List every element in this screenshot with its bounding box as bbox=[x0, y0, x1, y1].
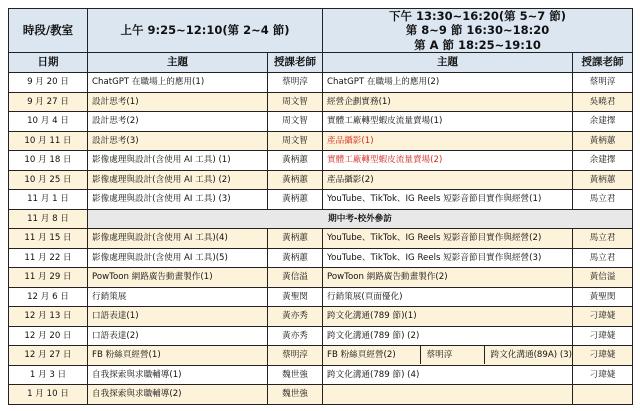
table-row bbox=[9, 151, 633, 171]
date-cell: 10 月 25 日 bbox=[9, 170, 88, 190]
pm-topic-cell: 跨文化溝通(789 節)(1) bbox=[323, 307, 573, 327]
am-teacher-cell: 魏世強 bbox=[268, 365, 323, 385]
am-teacher-cell: 蔡明淳 bbox=[268, 73, 323, 93]
am-teacher-cell: 黃柄蕙 bbox=[268, 229, 323, 249]
am-topic-cell: 設計思考(2) bbox=[88, 112, 268, 132]
date-cell: 11 月 22 日 bbox=[9, 248, 88, 268]
am-topic-cell: PowToon 網路廣告動畫製作(1) bbox=[88, 268, 268, 288]
table-row bbox=[9, 73, 633, 93]
date-cell: 11 月 15 日 bbox=[9, 229, 88, 249]
pm-teacher-cell: 刁瑋婕 bbox=[573, 307, 633, 327]
date-cell: 12 月 20 日 bbox=[9, 326, 88, 346]
am-teacher-cell: 黃柄蕙 bbox=[268, 170, 323, 190]
am-topic-cell: 影像處理與設計(含使用 AI 工具)(4) bbox=[88, 229, 268, 249]
header-row-time bbox=[9, 9, 633, 53]
am-teacher-cell: 黃信溢 bbox=[268, 268, 323, 288]
am-topic-cell: 影像處理與設計(含使用 AI 工具) (2) bbox=[88, 170, 268, 190]
table-row bbox=[9, 92, 633, 112]
table-row bbox=[9, 385, 633, 405]
pm-topic-cell: 產品攝影(1) bbox=[323, 131, 573, 151]
col-pm-topic-header: 主題 bbox=[323, 53, 573, 73]
date-cell: 11 月 29 日 bbox=[9, 268, 88, 288]
date-cell: 12 月 27 日 bbox=[9, 346, 88, 366]
am-teacher-cell: 黃柄蕙 bbox=[268, 248, 323, 268]
afternoon-line-2: 第 8~9 節 16:30~18:20 bbox=[405, 23, 550, 38]
pm-split bbox=[327, 346, 572, 365]
am-teacher-cell: 黃亦秀 bbox=[268, 307, 323, 327]
table-row bbox=[9, 326, 633, 346]
pm-split-topic-1: FB 粉絲頁經營(2) bbox=[327, 350, 396, 361]
pm-teacher-cell: 蔡明淳 bbox=[573, 73, 633, 93]
table-row bbox=[9, 229, 633, 249]
table-row bbox=[9, 131, 633, 151]
am-topic-cell: 口語表達(1) bbox=[88, 307, 268, 327]
date-cell: 11 月 1 日 bbox=[9, 190, 88, 210]
pm-teacher-cell: 黃柄蕙 bbox=[573, 131, 633, 151]
morning-session-header: 上午 9:25~12:10(第 2~4 節) bbox=[88, 9, 323, 53]
pm-topic-cell: 經營企劃實務(1) bbox=[323, 92, 573, 112]
am-topic-cell: 自我探索與求職輔導(1) bbox=[88, 365, 268, 385]
am-teacher-cell: 蔡明淳 bbox=[268, 346, 323, 366]
col-am-topic-header: 主題 bbox=[88, 53, 268, 73]
pm-teacher-cell: 刁瑋婕 bbox=[573, 346, 633, 366]
pm-teacher-cell: 馬立君 bbox=[573, 248, 633, 268]
am-topic-cell: 設計思考(1) bbox=[88, 92, 268, 112]
pm-topic-cell: YouTube、TikTok、IG Reels 短影音節目實作與經營(1) bbox=[323, 190, 573, 210]
date-cell: 12 月 6 日 bbox=[9, 287, 88, 307]
pm-teacher-cell: 刁瑋婕 bbox=[573, 365, 633, 385]
time-room-label: 時段/教室 bbox=[9, 9, 88, 53]
col-date-header: 日期 bbox=[9, 53, 88, 73]
am-topic-cell: 影像處理與設計(含使用 AI 工具)(5) bbox=[88, 248, 268, 268]
table-row bbox=[9, 170, 633, 190]
pm-teacher-cell: 吳曉君 bbox=[573, 92, 633, 112]
pm-teacher-cell: 黃聖閔 bbox=[573, 287, 633, 307]
am-teacher-cell: 周文智 bbox=[268, 112, 323, 132]
pm-teacher-cell: 馬立君 bbox=[573, 190, 633, 210]
pm-topic-cell: 行銷策展(頁面優化) bbox=[323, 287, 573, 307]
afternoon-line-3: 第 A 節 18:25~19:10 bbox=[414, 37, 541, 52]
table-row bbox=[9, 287, 633, 307]
table-row bbox=[9, 307, 633, 327]
table-row bbox=[9, 365, 633, 385]
date-cell: 11 月 8 日 bbox=[9, 209, 88, 229]
am-teacher-cell: 黃柄蕙 bbox=[268, 151, 323, 171]
pm-topic-cell: 跨文化溝通(789 節) (4) bbox=[323, 365, 573, 385]
table-row bbox=[9, 268, 633, 288]
am-topic-cell: 影像處理與設計(含使用 AI 工具) (1) bbox=[88, 151, 268, 171]
am-topic-cell: 設計思考(3) bbox=[88, 131, 268, 151]
col-pm-teacher-header: 授課老師 bbox=[573, 53, 633, 73]
date-cell: 9 月 20 日 bbox=[9, 73, 88, 93]
pm-topic-cell: 跨文化溝通(789 節) (2) bbox=[323, 326, 573, 346]
table-row bbox=[9, 112, 633, 132]
schedule-table bbox=[8, 8, 633, 405]
afternoon-line-1: 下午 13:30~16:20(第 5~7 節) bbox=[389, 9, 567, 23]
am-topic-cell: 自我探索與求職輔導(2) bbox=[88, 385, 268, 405]
pm-teacher-cell: 黃柄蕙 bbox=[573, 170, 633, 190]
pm-teacher-cell: 余建擇 bbox=[573, 151, 633, 171]
pm-split-topic-2: 跨文化溝通(89A) (3) bbox=[484, 346, 572, 364]
am-topic-cell: 影像處理與設計(含使用 AI 工具) (3) bbox=[88, 190, 268, 210]
pm-topic-cell: YouTube、TikTok、IG Reels 短影音節目實作與經營(2) bbox=[323, 229, 573, 249]
pm-teacher-cell: 黃信溢 bbox=[573, 268, 633, 288]
date-cell: 1 月 10 日 bbox=[9, 385, 88, 405]
date-cell: 10 月 11 日 bbox=[9, 131, 88, 151]
date-cell: 10 月 18 日 bbox=[9, 151, 88, 171]
am-teacher-cell: 黃柄蕙 bbox=[268, 190, 323, 210]
table-row-midterm bbox=[9, 209, 633, 229]
pm-topic-cell: YouTube、TikTok、IG Reels 短影音節目實作與經營(3) bbox=[323, 248, 573, 268]
pm-teacher-cell: 馬立君 bbox=[573, 229, 633, 249]
pm-topic-cell: PowToon 網路廣告動畫製作(2) bbox=[323, 268, 573, 288]
pm-topic-cell: 實體工廠轉型蝦皮流量賣場(1) bbox=[323, 112, 573, 132]
am-teacher-cell: 周文智 bbox=[268, 92, 323, 112]
date-cell: 12 月 13 日 bbox=[9, 307, 88, 327]
afternoon-session-header bbox=[323, 9, 633, 53]
pm-split-teacher-1: 蔡明淳 bbox=[420, 346, 484, 364]
date-cell: 1 月 3 日 bbox=[9, 365, 88, 385]
am-teacher-cell: 黃聖閔 bbox=[268, 287, 323, 307]
am-teacher-cell: 周文智 bbox=[268, 131, 323, 151]
pm-teacher-cell: 余建擇 bbox=[573, 112, 633, 132]
col-am-teacher-header: 授課老師 bbox=[268, 53, 323, 73]
date-cell: 10 月 4 日 bbox=[9, 112, 88, 132]
header-row-columns bbox=[9, 53, 633, 73]
am-topic-cell: FB 粉絲頁經營(1) bbox=[88, 346, 268, 366]
pm-teacher-cell: 刁瑋婕 bbox=[573, 326, 633, 346]
midterm-cell: 期中考-校外參訪 bbox=[88, 209, 633, 229]
pm-topic-cell bbox=[323, 385, 573, 405]
am-teacher-cell: 黃亦秀 bbox=[268, 326, 323, 346]
table-row bbox=[9, 190, 633, 210]
pm-topic-cell: 產品攝影(2) bbox=[323, 170, 573, 190]
date-cell: 9 月 27 日 bbox=[9, 92, 88, 112]
table-row bbox=[9, 248, 633, 268]
pm-topic-cell: 實體工廠轉型蝦皮流量賣場(2) bbox=[323, 151, 573, 171]
pm-split-cell bbox=[323, 346, 573, 366]
table-row bbox=[9, 346, 633, 366]
am-topic-cell: ChatGPT 在職場上的應用(1) bbox=[88, 73, 268, 93]
am-teacher-cell: 魏世強 bbox=[268, 385, 323, 405]
am-topic-cell: 口語表達(2) bbox=[88, 326, 268, 346]
pm-topic-cell: ChatGPT 在職場上的應用(2) bbox=[323, 73, 573, 93]
pm-teacher-cell bbox=[573, 385, 633, 405]
am-topic-cell: 行銷策展 bbox=[88, 287, 268, 307]
